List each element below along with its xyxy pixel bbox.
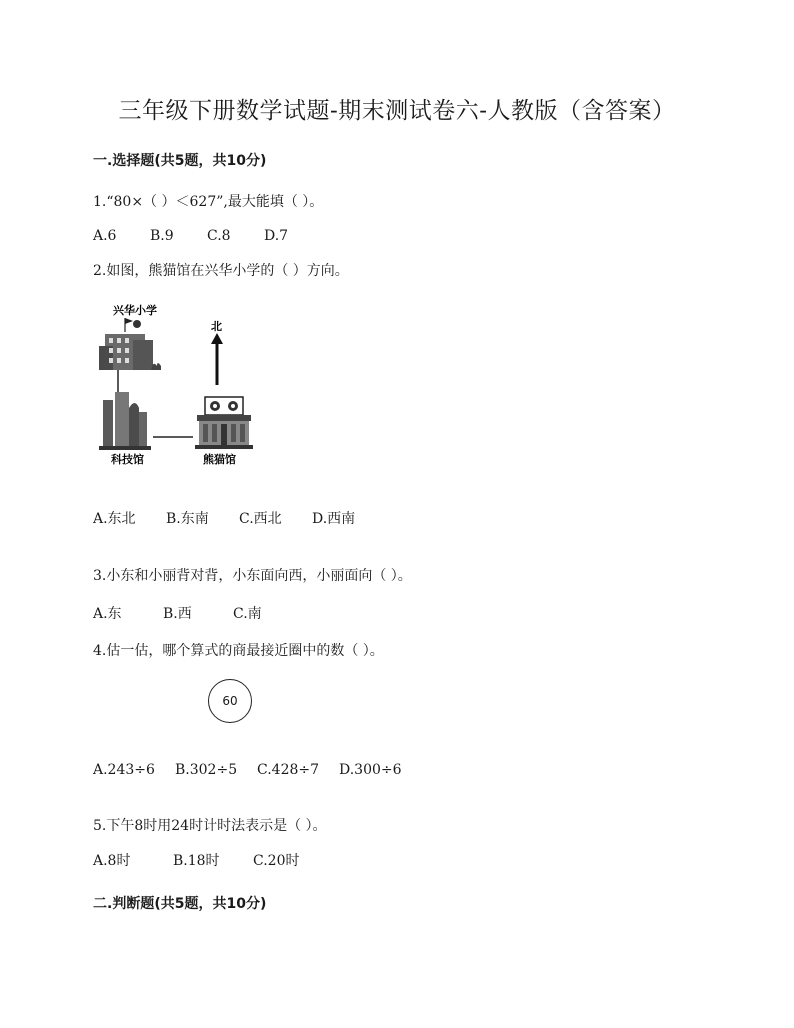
- panda-hall-icon: [195, 397, 253, 449]
- panda-label: 熊猫馆: [203, 453, 236, 466]
- option-1-c[interactable]: C.8: [207, 228, 231, 244]
- option-2-d[interactable]: D.西南: [312, 511, 356, 527]
- direction-map-figure: [93, 300, 263, 475]
- science-building-icon: [99, 392, 151, 450]
- option-4-b[interactable]: B.302÷5: [175, 762, 238, 778]
- option-3-c[interactable]: C.南: [233, 606, 262, 622]
- option-4-a[interactable]: A.243÷6: [93, 762, 155, 778]
- circled-number: 60: [208, 679, 252, 723]
- question-3-options: [93, 603, 303, 623]
- option-4-c[interactable]: C.428÷7: [257, 762, 320, 778]
- page-title: 三年级下册数学试题-期末测试卷六-人教版（含答案）: [118, 98, 676, 124]
- option-2-c[interactable]: C.西北: [239, 511, 282, 527]
- option-1-d[interactable]: D.7: [264, 228, 289, 244]
- science-label: 科技馆: [111, 453, 144, 466]
- option-5-a[interactable]: A.8时: [93, 853, 131, 869]
- option-4-d[interactable]: D.300÷6: [339, 762, 402, 778]
- option-3-a[interactable]: A.东: [93, 606, 122, 622]
- question-5-text: 5.下午8时用24时计时法表示是（ ）。: [93, 818, 327, 834]
- question-1-text: 1.“80×（ ）＜627”,最大能填（ ）。: [93, 194, 324, 210]
- option-2-a[interactable]: A.东北: [93, 511, 136, 527]
- section-judge-heading: 二.判断题(共5题，共10分): [93, 896, 267, 912]
- question-4-text: 4.估一估，哪个算式的商最接近圈中的数（ ）。: [93, 643, 384, 659]
- question-5-options: [93, 850, 333, 870]
- section-choice-heading: 一.选择题(共5题，共10分): [93, 153, 267, 169]
- option-1-a[interactable]: A.6: [93, 228, 117, 244]
- question-2-options: [93, 508, 385, 528]
- north-label: 北: [211, 320, 222, 333]
- option-5-b[interactable]: B.18时: [173, 853, 220, 869]
- question-3-text: 3.小东和小丽背对背，小东面向西，小丽面向（ ）。: [93, 568, 412, 584]
- option-3-b[interactable]: B.西: [163, 606, 192, 622]
- school-label: 兴华小学: [113, 304, 157, 317]
- question-1-options: [93, 228, 321, 244]
- option-1-b[interactable]: B.9: [150, 228, 174, 244]
- north-arrow-icon: [211, 333, 223, 385]
- school-building-icon: [99, 318, 161, 370]
- option-5-c[interactable]: C.20时: [253, 853, 300, 869]
- question-2-text: 2.如图，熊猫馆在兴华小学的（ ）方向。: [93, 263, 349, 279]
- question-4-options: [93, 762, 421, 778]
- option-2-b[interactable]: B.东南: [166, 511, 209, 527]
